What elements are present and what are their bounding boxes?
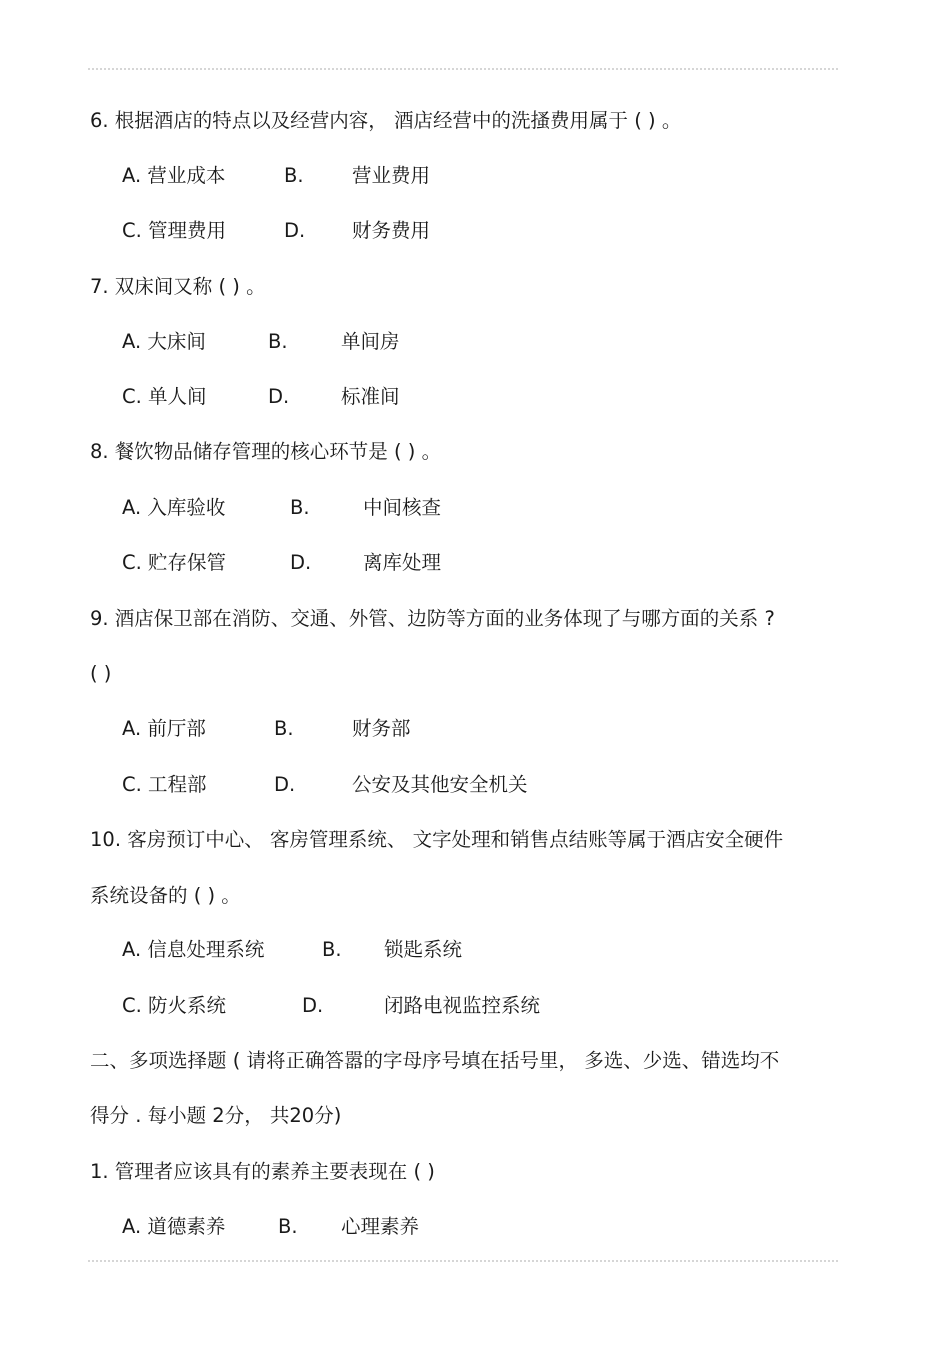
question-7-stem: 7. 双床间又称 ( ) 。 — [90, 275, 266, 298]
question-10-option-d-text: 闭路电视监控系统 — [384, 994, 541, 1017]
page-top-rule — [88, 68, 838, 70]
question-6-option-b-text: 营业费用 — [352, 164, 431, 187]
question-6-option-d-letter: D. — [284, 219, 306, 242]
section-2-question-1-option-b-letter: B. — [278, 1215, 298, 1238]
question-8-option-a: A. 入库验收 — [122, 496, 226, 519]
question-8-option-d-letter: D. — [290, 551, 312, 574]
question-7-option-c: C. 单人间 — [122, 385, 207, 408]
question-7-option-d-text: 标准间 — [341, 385, 400, 408]
question-9-option-a: A. 前厅部 — [122, 717, 206, 740]
question-10-option-b-letter: B. — [322, 938, 342, 961]
question-10-option-b-text: 锁匙系统 — [384, 938, 463, 961]
question-10-stem-line-1: 10. 客房预订中心、 客房管理系统、 文字处理和销售点结账等属于酒店安全硬件 — [90, 828, 784, 851]
question-9-option-b-letter: B. — [274, 717, 294, 740]
question-9-option-d-text: 公安及其他安全机关 — [352, 773, 528, 796]
section-2-question-1-option-a: A. 道德素养 — [122, 1215, 226, 1238]
question-8-stem: 8. 餐饮物品储存管理的核心环节是 ( ) 。 — [90, 440, 442, 463]
question-6-option-b-letter: B. — [284, 164, 304, 187]
question-8-option-c: C. 贮存保管 — [122, 551, 227, 574]
question-7-option-a: A. 大床间 — [122, 330, 206, 353]
question-10-option-d-letter: D. — [302, 994, 324, 1017]
question-6-option-c: C. 管理费用 — [122, 219, 227, 242]
question-9-option-c: C. 工程部 — [122, 773, 207, 796]
question-8-option-d-text: 离库处理 — [363, 551, 442, 574]
question-6-option-a: A. 营业成本 — [122, 164, 226, 187]
section-2-question-1-option-b-text: 心理素养 — [341, 1215, 420, 1238]
section-2-heading-line-2: 得分 . 每小题 2分， 共20分) — [90, 1104, 342, 1127]
question-10-option-a: A. 信息处理系统 — [122, 938, 265, 961]
question-8-option-b-text: 中间核查 — [363, 496, 442, 519]
question-9-stem-line-1: 9. 酒店保卫部在消防、交通、外管、边防等方面的业务体现了与哪方面的关系 ? — [90, 607, 775, 630]
question-9-stem-line-2: ( ) — [90, 662, 112, 685]
question-7-option-b-letter: B. — [268, 330, 288, 353]
section-2-heading-line-1: 二、多项选择题 ( 请将正确答嚣的字母序号填在括号里， 多选、少选、错选均不 — [90, 1049, 780, 1072]
question-7-option-b-text: 单间房 — [341, 330, 400, 353]
question-10-option-c: C. 防火系统 — [122, 994, 227, 1017]
question-6-option-d-text: 财务费用 — [352, 219, 431, 242]
page-bottom-rule — [88, 1260, 838, 1262]
question-6-stem: 6. 根据酒店的特点以及经营内容， 酒店经营中的洗搔费用属于 ( ) 。 — [90, 109, 682, 132]
section-2-question-1-stem: 1. 管理者应该具有的素养主要表现在 ( ) — [90, 1160, 435, 1183]
question-9-option-d-letter: D. — [274, 773, 296, 796]
question-8-option-b-letter: B. — [290, 496, 310, 519]
question-10-stem-line-2: 系统设备的 ( ) 。 — [90, 884, 241, 907]
question-9-option-b-text: 财务部 — [352, 717, 411, 740]
question-7-option-d-letter: D. — [268, 385, 290, 408]
